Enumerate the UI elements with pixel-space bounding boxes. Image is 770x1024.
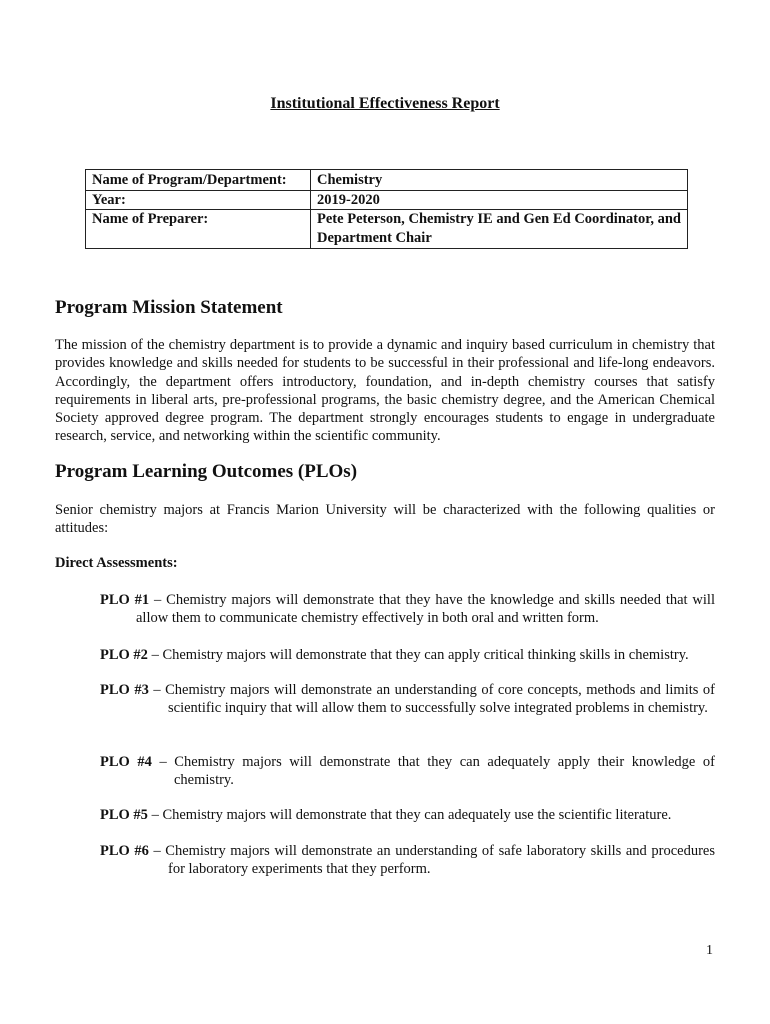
report-title: Institutional Effectiveness Report [270, 95, 500, 112]
mission-text: The mission of the chemistry department is to provide a dynamic and inquiry based curriculum in chemistry that provides knowledge and skills needed for students to be successful in their professional and life-long endeavors. Accordingly, the department offers introductory, foundation, and in-depth chemistry courses that satisfy requirements in liberal arts, pre-professional programs, the basic chemistry degree, and the American Chemical Society approved degree program. The department strongly encourages students to engage in undergraduate research, service, and networking within the scientific community. [55, 337, 715, 445]
plo-heading: Program Learning Outcomes (PLOs) [55, 461, 358, 482]
plo-text: – Chemistry majors will demonstrate an understanding of safe laboratory skills and procedures for laboratory experiments that they perform. [148, 843, 715, 878]
program-info-table [85, 169, 688, 249]
plo-text: – Chemistry majors will demonstrate an understanding of core concepts, methods and limits of scientific inquiry that will allow them to successfully solve integrated problems in chemistry. [148, 682, 715, 717]
plo-tag: PLO #6 [100, 843, 149, 859]
plo-item-3 [100, 681, 715, 718]
table-row [86, 190, 688, 210]
plo-text: – Chemistry majors will demonstrate that they can adequately apply their knowledge of chemistry. [151, 754, 715, 789]
plo-text: – Chemistry majors will demonstrate that they can adequately use the scientific literature. [147, 807, 672, 823]
year-label: Year: [86, 190, 311, 210]
table-row [86, 170, 688, 191]
plo-item-6 [100, 842, 715, 879]
plo-item-5 [100, 806, 715, 824]
direct-assessments-heading: Direct Assessments: [55, 555, 178, 571]
program-value: Chemistry [311, 170, 688, 191]
page-number: 1 [706, 943, 713, 958]
plo-tag: PLO #4 [100, 754, 152, 770]
plo-intro: Senior chemistry majors at Francis Marion University will be characterized with the following qualities or attitudes: [55, 502, 715, 537]
plo-item-1 [100, 591, 715, 628]
table-row [86, 210, 688, 249]
plo-tag: PLO #3 [100, 682, 149, 698]
plo-tag: PLO #5 [100, 807, 148, 823]
mission-heading: Program Mission Statement [55, 297, 283, 318]
plo-item-2 [100, 646, 715, 664]
plo-item-4 [100, 753, 715, 790]
plo-text: – Chemistry majors will demonstrate that they can apply critical thinking skills in chemistry. [147, 647, 689, 663]
preparer-value: Pete Peterson, Chemistry IE and Gen Ed Coordinator, and Department Chair [311, 210, 688, 249]
plo-text: – Chemistry majors will demonstrate that they have the knowledge and skills needed that will allow them to communicate chemistry effectively in both oral and written form. [136, 592, 715, 627]
preparer-label: Name of Preparer: [86, 210, 311, 249]
plo-tag: PLO #1 [100, 592, 150, 608]
year-value: 2019-2020 [311, 190, 688, 210]
program-label: Name of Program/Department: [86, 170, 311, 191]
plo-tag: PLO #2 [100, 647, 148, 663]
